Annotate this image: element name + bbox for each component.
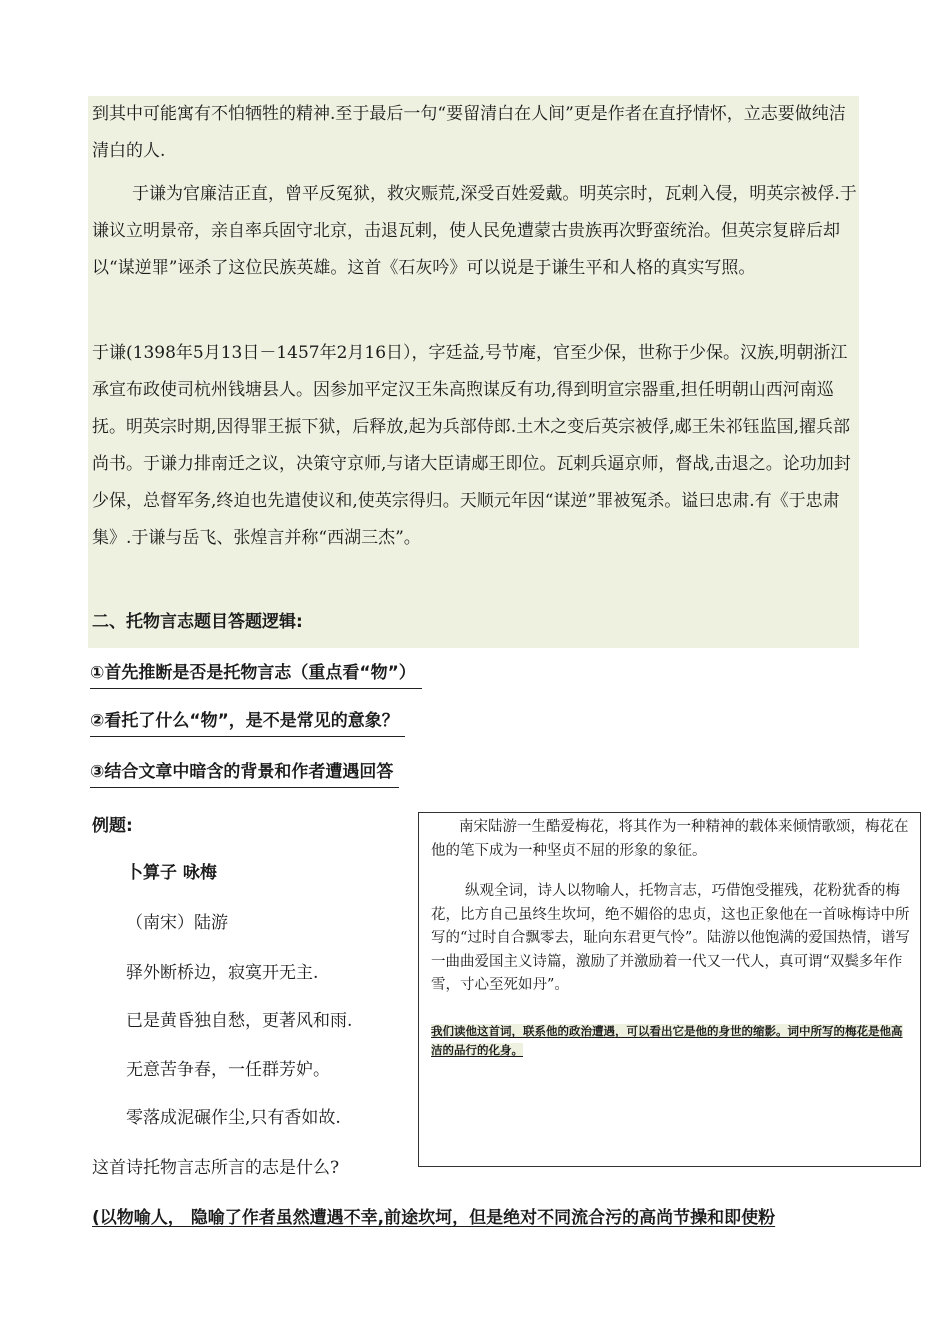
answer-step-2: ②看托了什么“物”，是不是常见的意象？	[90, 707, 405, 737]
example-answer: (以物喻人， 隐喻了作者虽然遭遇不幸,前途坎坷，但是绝对不同流合污的高尚节操和即使粉	[92, 1208, 776, 1228]
example-label: 例题:	[92, 816, 133, 836]
analysis-paragraph: 南宋陆游一生酷爱梅花，将其作为一种精神的载体来倾情歌颂，梅花在他的笔下成为一种坚贞不屈的形象的象征。	[431, 819, 909, 859]
poem-line: 零落成泥碾作尘,只有香如故.	[126, 1108, 341, 1128]
background-paragraph: 到其中可能寓有不怕牺牲的精神.至于最后一句“要留清白在人间”更是作者在直抒情怀，立志要做纯洁清白的人.	[92, 104, 846, 161]
poem-line: 已是黄昏独自愁，更著风和雨.	[126, 1011, 353, 1031]
poem-title: 卜算子 咏梅	[126, 863, 217, 883]
example-question: 这首诗托物言志所言的志是什么?	[92, 1158, 340, 1178]
section-heading: 二、托物言志题目答题逻辑:	[92, 612, 303, 632]
poem-line: 驿外断桥边，寂寞开无主.	[126, 963, 319, 983]
answer-step-3: ③结合文章中暗含的背景和作者遭遇回答	[90, 758, 399, 788]
poem-author: （南宋）陆游	[126, 913, 228, 933]
background-paragraph: 于谦为官廉洁正直，曾平反冤狱，救灾赈荒,深受百姓爱戴。明英宗时，瓦剌入侵，明英宗被俘.于谦议立明景帝，亲自率兵固守北京，击退瓦剌，使人民免遭蒙古贵族再次野蛮统治。但英宗复辟后却以“谋逆罪”诬杀了这位民族英雄。这首《石灰吟》可以说是于谦生平和人格的真实写照。	[92, 184, 857, 278]
analysis-note-text: 我们读他这首词，联系他的政治遭遇，可以看出它是他的身世的缩影。词中所写的梅花是他高洁的品行的化身。	[431, 1024, 903, 1057]
analysis-note	[431, 1022, 913, 1060]
poem-line: 无意苦争春，一任群芳妒。	[126, 1060, 330, 1080]
analysis-textbox	[418, 812, 921, 1167]
biography-paragraph: 于谦(1398年5月13日－1457年2月16日），字廷益,号节庵，官至少保，世称于少保。汉族,明朝浙江承宣布政使司杭州钱塘县人。因参加平定汉王朱高煦谋反有功,得到明宣宗器重,担任明朝山西河南巡抚。明英宗时期,因得罪王振下狱，后释放,起为兵部侍郎.土木之变后英宗被俘,郕王朱祁钰监国,擢兵部尚书。于谦力排南迁之议，决策守京师,与诸大臣请郕王即位。瓦剌兵逼京师，督战,击退之。论功加封少保，总督军务,终迫也先遣使议和,使英宗得归。天顺元年因“谋逆”罪被冤杀。谥曰忠肃.有《于忠肃集》.于谦与岳飞、张煌言并称“西湖三杰”。	[92, 343, 851, 548]
analysis-paragraph: 纵观全词，诗人以物喻人，托物言志，巧借饱受摧残，花粉犹香的梅花，比方自己虽终生坎坷，绝不媚俗的忠贞，这也正象他在一首咏梅诗中所写的“过时自合飘零去，耻向东君更气怜”。陆游以他饱满的爱国热情，谱写一曲曲爱国主义诗篇，激励了并激励着一代又一代人，真可谓“双鬓多年作雪，寸心至死如丹”。	[431, 883, 910, 993]
answer-step-1: ①首先推断是否是托物言志（重点看“物”）	[90, 659, 422, 689]
